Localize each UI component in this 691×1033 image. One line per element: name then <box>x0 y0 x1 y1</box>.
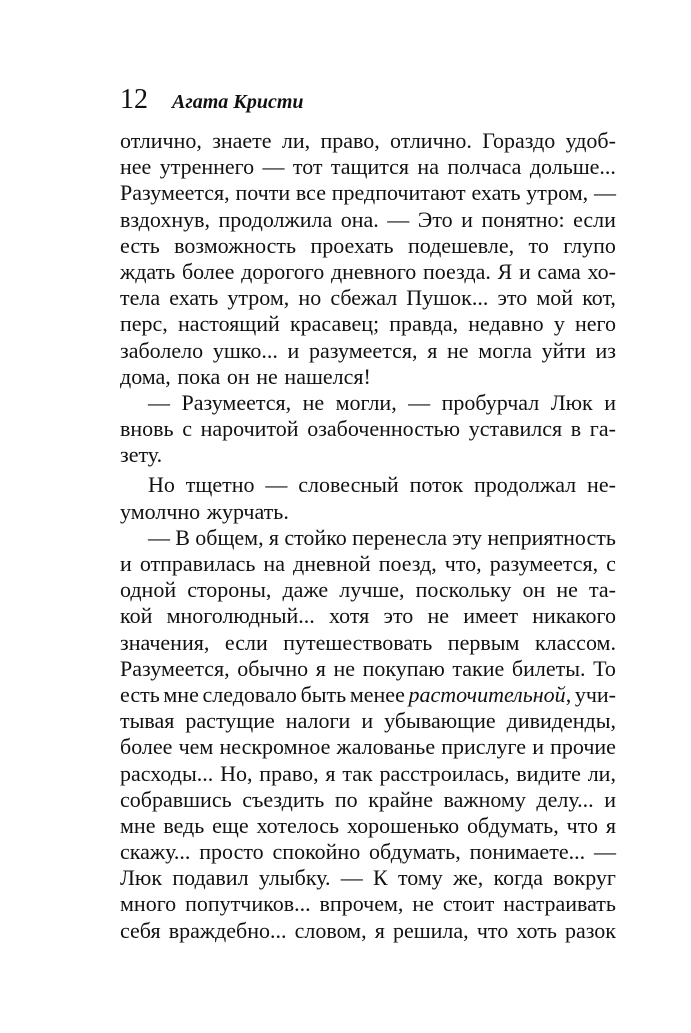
text-line <box>120 682 616 708</box>
word: предпочитают <box>331 180 466 206</box>
page-header <box>120 83 304 117</box>
word: словесный <box>298 472 399 498</box>
word: и <box>361 708 374 734</box>
text-line <box>120 259 616 285</box>
text-line <box>120 472 616 498</box>
word: спокойно <box>272 839 361 865</box>
word: стойко <box>284 524 347 550</box>
word: решила, <box>392 917 469 943</box>
word: утром, <box>526 180 589 206</box>
text-line <box>120 233 616 259</box>
word: — <box>148 389 170 415</box>
word: словом, <box>294 917 367 943</box>
word: не <box>556 577 578 603</box>
word: вокруг <box>553 865 616 891</box>
word: общем, <box>195 524 264 550</box>
word: обычно <box>237 655 309 681</box>
word: То <box>593 655 616 681</box>
word: расходы... <box>120 760 214 786</box>
word: настраивать <box>503 891 616 917</box>
word: что, <box>444 551 482 576</box>
word: с <box>606 551 616 576</box>
word: первым <box>447 629 520 655</box>
body-text <box>120 128 616 944</box>
word: расточительной, <box>408 681 572 707</box>
word: на <box>417 154 439 180</box>
word: быть <box>300 681 347 707</box>
word: понимаете... <box>469 839 586 865</box>
word: никакого <box>532 603 616 629</box>
word: перс, <box>120 311 168 337</box>
word: жалованье <box>336 734 436 760</box>
word: полчаса <box>447 154 522 180</box>
word: уставился <box>468 416 563 442</box>
word: хотелось <box>256 812 340 838</box>
word: стороны, <box>187 577 272 603</box>
word: поток <box>409 472 464 498</box>
word: ехать <box>471 180 521 206</box>
word: почти <box>235 180 291 206</box>
word: классом. <box>534 629 616 655</box>
word: — <box>593 839 616 865</box>
word: понятно: <box>481 206 565 232</box>
word: — <box>408 389 431 415</box>
word: ушко... <box>212 337 278 363</box>
text-line <box>120 311 616 337</box>
word: обдумать, <box>369 839 461 865</box>
word: даже <box>282 577 329 603</box>
word: не <box>333 655 356 681</box>
word: Разумеется, <box>120 655 230 681</box>
word: га- <box>589 416 616 442</box>
word: разумеется, <box>309 337 418 363</box>
word: все <box>295 180 326 206</box>
word: из <box>595 337 616 363</box>
word: заболело <box>120 337 204 363</box>
word: него <box>574 311 616 337</box>
word: не <box>427 603 450 629</box>
word: нее <box>120 154 152 180</box>
word: знаете <box>212 128 272 153</box>
word: это <box>383 603 414 629</box>
word: делу... <box>536 786 594 812</box>
text-line <box>120 338 616 364</box>
word: есть <box>120 681 160 707</box>
word: подешевле, <box>407 232 515 258</box>
word: что <box>566 812 598 838</box>
word: съездить <box>242 786 325 812</box>
word: же, <box>453 865 484 891</box>
word: менее <box>349 681 405 707</box>
word: мне <box>120 812 156 838</box>
word: настоящий <box>177 311 280 337</box>
word: — <box>340 865 363 891</box>
word: та- <box>589 577 616 603</box>
word: если <box>224 629 268 655</box>
word: не- <box>587 472 616 498</box>
text-line <box>120 918 616 944</box>
word: важному <box>443 786 526 812</box>
word: собравшись <box>120 786 232 812</box>
word: право, <box>259 760 319 786</box>
word: что <box>476 917 509 943</box>
word: Но <box>148 472 175 498</box>
word: Люк <box>120 865 163 891</box>
word: крайне <box>368 786 433 812</box>
word: тот <box>292 154 323 180</box>
word: мне <box>163 681 199 707</box>
text-line <box>120 128 616 154</box>
word: Разумеется, <box>181 389 292 415</box>
text-line <box>120 787 616 813</box>
word: Это <box>417 206 453 232</box>
text-line <box>120 813 616 839</box>
word: могла <box>478 337 532 363</box>
word: растущие <box>185 708 275 734</box>
word: не <box>412 891 434 917</box>
word: не <box>256 363 278 389</box>
word: ведь <box>163 812 205 838</box>
word: поскольку <box>415 577 512 603</box>
word: недавно <box>468 311 544 337</box>
word: правда, <box>389 311 459 337</box>
word: прочие <box>550 734 616 760</box>
word: более <box>181 258 235 284</box>
word: не <box>302 389 325 415</box>
word: на <box>263 551 285 576</box>
word: вновь <box>120 416 174 442</box>
text-line <box>120 656 616 682</box>
word: Я <box>497 258 513 284</box>
word: дорогого <box>241 258 325 284</box>
word: чем <box>178 734 214 760</box>
word: не <box>447 337 469 363</box>
word: тела <box>120 285 161 311</box>
word: Но, <box>220 760 253 786</box>
word: перенесла <box>352 524 447 550</box>
word: проехать <box>310 232 394 258</box>
word: озабоченностью <box>307 416 461 442</box>
word: и <box>287 337 300 363</box>
word: билеты. <box>511 655 586 681</box>
word: В <box>175 524 190 550</box>
word: — <box>265 472 288 498</box>
running-head-author: Агата Кристи <box>172 91 304 113</box>
word: ли, <box>281 128 311 153</box>
word: возможность <box>174 232 297 258</box>
text-line <box>120 761 616 787</box>
word: отлично. <box>390 128 472 153</box>
word: хо- <box>587 258 616 284</box>
word: хотя <box>328 603 370 629</box>
word: отправилась <box>139 551 256 576</box>
word: нескромное <box>219 734 331 760</box>
text-line <box>120 551 616 577</box>
word: — <box>262 154 285 180</box>
word: расстроилась, <box>379 760 510 786</box>
word: и <box>461 206 473 232</box>
word: тывая <box>120 708 175 734</box>
text-line <box>120 364 616 390</box>
text-line <box>120 603 616 629</box>
text-line <box>120 180 616 206</box>
word: имеет <box>463 603 519 629</box>
word: Пушок... <box>406 285 489 311</box>
word: она. <box>340 206 379 232</box>
word: журчать. <box>206 498 289 524</box>
word: я <box>315 655 326 681</box>
word: я <box>268 524 280 550</box>
word: покупаю <box>362 655 445 681</box>
word: он <box>522 577 546 603</box>
text-line <box>120 154 616 180</box>
word: подавил <box>172 865 249 891</box>
word: просто <box>199 839 264 865</box>
text-line <box>120 865 616 891</box>
word: тащится <box>330 154 410 180</box>
text-line <box>120 285 616 311</box>
word: и <box>518 258 531 284</box>
text-line <box>120 839 616 865</box>
word: дневного <box>330 258 417 284</box>
word: — <box>593 180 616 206</box>
text-line <box>120 390 616 416</box>
word: нашелся! <box>284 363 371 389</box>
word: я <box>374 917 385 943</box>
word: тому <box>397 865 443 891</box>
word: К <box>373 865 388 891</box>
text-line <box>120 708 616 734</box>
word: сбежал <box>330 285 398 311</box>
word: утреннего <box>159 154 255 180</box>
word: поезда. <box>423 258 491 284</box>
word: утром, <box>227 285 290 311</box>
word: разумеется, <box>489 551 599 576</box>
word: могли, <box>335 389 397 415</box>
word: лучше, <box>339 577 405 603</box>
word: есть <box>120 232 160 258</box>
word: когда <box>493 865 543 891</box>
word: враждебно... <box>168 917 287 943</box>
word: красавец; <box>289 311 380 337</box>
word: с <box>182 416 192 442</box>
word: пробурчал <box>441 389 540 415</box>
word: одной <box>120 577 177 603</box>
text-line <box>120 891 616 917</box>
word: дома, <box>120 363 171 389</box>
word: более <box>120 734 173 760</box>
word: обдумать, <box>467 812 559 838</box>
text-line <box>120 442 616 468</box>
word: в <box>570 416 582 442</box>
word: Люк <box>550 389 593 415</box>
word: ли, <box>587 760 616 786</box>
word: удоб- <box>565 128 616 153</box>
word: по <box>334 786 358 812</box>
word: и <box>532 734 544 760</box>
word: дневной <box>293 551 371 576</box>
text-line <box>120 207 616 233</box>
word: налоги <box>285 708 351 734</box>
text-line <box>120 499 616 525</box>
word: и <box>604 786 616 812</box>
word: сама <box>537 258 581 284</box>
word: я <box>325 760 336 786</box>
word: видите <box>516 760 581 786</box>
word: стоит <box>442 891 495 917</box>
word: тщетно <box>185 472 255 498</box>
word: разок <box>564 917 616 943</box>
word: Гораздо <box>482 128 556 153</box>
word: и <box>120 551 132 576</box>
word: отлично, <box>120 128 202 153</box>
word: дивиденды, <box>506 708 616 734</box>
word: уйти <box>541 337 586 363</box>
page-number: 12 <box>120 84 148 115</box>
word: так <box>342 760 373 786</box>
word: попутчиков... <box>185 891 311 917</box>
word: убывающие <box>384 708 496 734</box>
text-line <box>120 416 616 442</box>
word: если <box>573 206 616 232</box>
word: — <box>387 206 410 232</box>
word: продолжила <box>218 206 333 232</box>
word: эту <box>452 524 483 550</box>
word: неприятность <box>487 524 616 550</box>
word: продолжал <box>473 472 577 498</box>
word: пока <box>177 363 221 389</box>
word: значения, <box>120 629 210 655</box>
word: дольше... <box>529 154 616 180</box>
word: учи- <box>574 681 616 707</box>
word: многолюдный... <box>166 603 315 629</box>
word: хоть <box>516 917 557 943</box>
word: еще <box>212 812 249 838</box>
word: он <box>226 363 250 389</box>
word: — <box>148 524 170 550</box>
word: кой <box>120 603 153 629</box>
word: глупо <box>563 232 616 258</box>
word: кот, <box>582 285 616 311</box>
word: улыбку. <box>258 865 331 891</box>
word: у <box>553 311 565 337</box>
word: прислуге <box>441 734 527 760</box>
word: умолчно <box>120 498 201 524</box>
word: ждать <box>120 258 176 284</box>
text-line <box>120 525 616 551</box>
word: следовало <box>202 681 297 707</box>
word: я <box>605 812 616 838</box>
word: и <box>604 389 616 415</box>
word: мой <box>536 285 574 311</box>
text-line <box>120 630 616 656</box>
text-line <box>120 734 616 760</box>
word: много <box>120 891 177 917</box>
word: нарочитой <box>200 416 299 442</box>
word: вздохнув, <box>120 206 210 232</box>
word: это <box>497 285 528 311</box>
word: Разумеется, <box>120 180 230 206</box>
word: себя <box>120 917 161 943</box>
word: поезд, <box>378 551 437 576</box>
word: то <box>528 232 549 258</box>
text-line <box>120 577 616 603</box>
word: такие <box>452 655 505 681</box>
word: ехать <box>169 285 219 311</box>
word: зету. <box>120 442 163 468</box>
word: я <box>427 337 438 363</box>
word: но <box>298 285 322 311</box>
word: право, <box>320 128 380 153</box>
word: впрочем, <box>319 891 404 917</box>
word: путешествовать <box>283 629 433 655</box>
word: скажу... <box>120 839 191 865</box>
word: хорошенько <box>346 812 460 838</box>
